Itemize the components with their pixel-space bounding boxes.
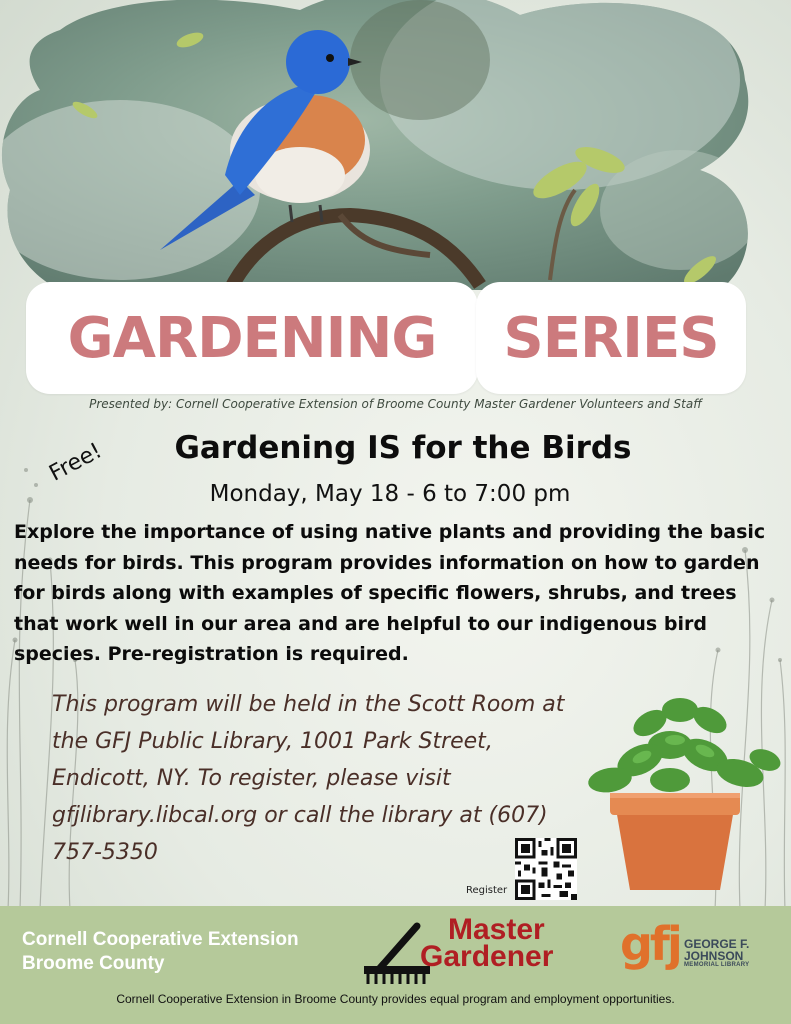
event-description: Explore the importance of using native plants and providing the basic needs for birds. This program provides information on how to garden for birds along with examples of specific flowers, shrubs, and trees that work well in our area and are helpful to our indigenous bird species. Pre-registration is required. <box>14 521 766 665</box>
presented-by-line: Presented by: Cornell Cooperative Extension of Broome County Master Gardener Volunteers and Staff <box>89 397 702 411</box>
event-date-time: Monday, May 18 - 6 to 7:00 pm <box>209 481 571 507</box>
gfj-library-subtitle: MEMORIAL LIBRARY <box>684 962 750 968</box>
gfj-logo-mark: gfj <box>620 917 680 971</box>
free-label: Free! <box>45 438 107 487</box>
master-gardener-line-2: Gardener <box>420 940 554 973</box>
cce-line-1: Cornell Cooperative Extension <box>22 929 299 950</box>
bluebird-photo <box>0 0 791 300</box>
potted-basil-plant <box>570 685 785 900</box>
location-and-registration-info: This program will be held in the Scott Room at the GFJ Public Library, 1001 Park Street, Endicott, NY. To register, please visit gfjlibrary.libcal.org or call the library at (607) 757-5350 <box>52 692 565 865</box>
title-word-series: SERIES <box>503 305 719 371</box>
cce-broome-name <box>22 928 299 976</box>
qr-code-icon[interactable] <box>515 838 577 900</box>
equal-opportunity-statement: Cornell Cooperative Extension in Broome County provides equal program and employment opportunities. <box>116 992 675 1006</box>
gfj-name-line-1: GEORGE F. <box>684 937 750 951</box>
title-bubble-gardening <box>26 282 478 394</box>
master-gardener-logo-text <box>420 913 554 973</box>
event-title: Gardening IS for the Birds <box>174 430 632 466</box>
cce-line-2: Broome County <box>22 953 165 974</box>
register-label: Register <box>466 885 508 896</box>
master-gardener-line-1: Master <box>448 913 545 946</box>
gfj-library-name <box>684 938 749 962</box>
title-bubble-series <box>476 282 746 394</box>
gfj-name-line-2: JOHNSON <box>684 949 744 963</box>
title-word-gardening: GARDENING <box>67 305 437 371</box>
